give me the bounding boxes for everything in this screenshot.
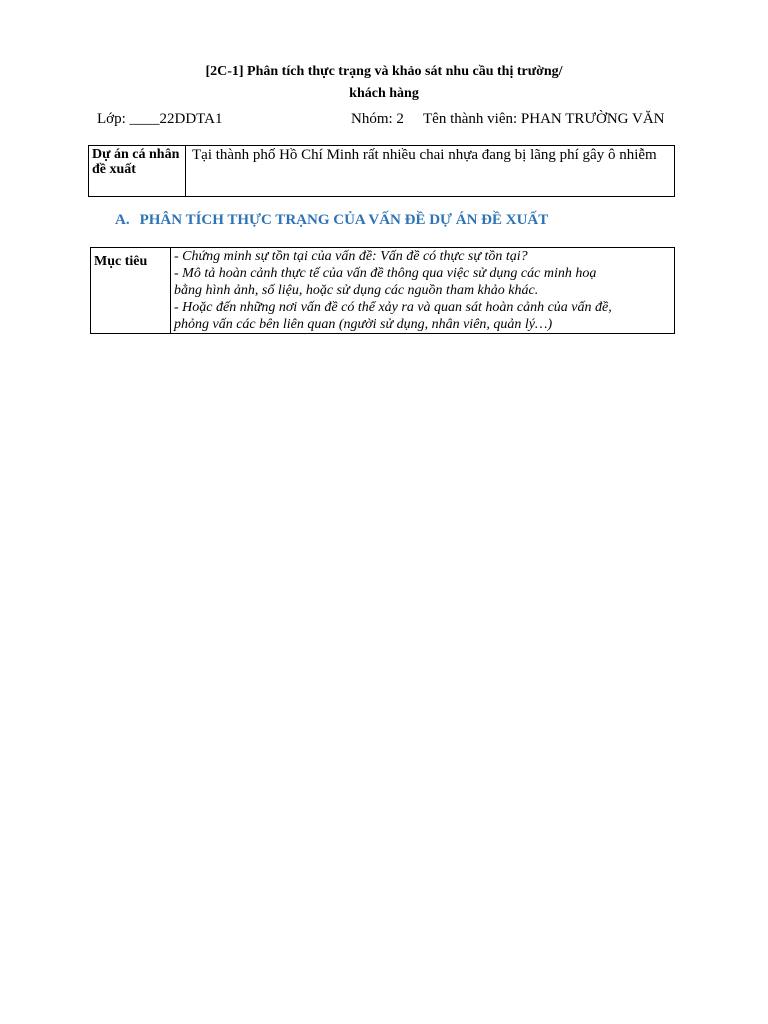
section-a-title: PHÂN TÍCH THỰC TRẠNG CỦA VẤN ĐỀ DỰ ÁN ĐỀ XUẤT <box>139 212 549 228</box>
goal-content-cell <box>171 248 675 334</box>
project-label-cell: Dự án cá nhân đề xuất <box>89 146 186 197</box>
member-name-field: Tên thành viên: PHAN TRƯỜNG VĂN <box>423 111 665 127</box>
project-description-cell: Tại thành phố Hồ Chí Minh rất nhiều chai nhựa đang bị lãng phí gây ô nhiễm <box>186 146 675 197</box>
goal-label-cell: Mục tiêu <box>91 248 171 334</box>
goal-line: - Hoặc đến những nơi vấn đề có thể xảy ra và quan sát hoàn cảnh của vấn đề, <box>174 300 612 315</box>
goal-line: phỏng vấn các bên liên quan (người sử dụng, nhân viên, quản lý…) <box>174 317 553 332</box>
class-field: Lớp: ____22DDTA1 <box>97 111 223 127</box>
document-title-line-2: khách hàng <box>349 86 419 101</box>
project-row <box>89 146 675 197</box>
goal-table <box>90 247 675 334</box>
group-field: Nhóm: 2 <box>351 111 404 127</box>
project-table <box>88 145 675 197</box>
document-title-line-1: [2C-1] Phân tích thực trạng và khảo sát nhu cầu thị trường/ <box>205 64 563 79</box>
goal-line: bằng hình ảnh, số liệu, hoặc sử dụng các nguồn tham khảo khác. <box>174 283 539 298</box>
section-a-heading <box>115 212 548 229</box>
goal-line: - Mô tả hoàn cảnh thực tế của vấn đề thông qua việc sử dụng các minh hoạ <box>174 266 597 281</box>
goal-line: - Chứng minh sự tồn tại của vấn đề: Vấn đề có thực sự tồn tại? <box>174 249 528 264</box>
section-a-number: A. <box>115 212 130 228</box>
goal-row <box>91 248 675 334</box>
